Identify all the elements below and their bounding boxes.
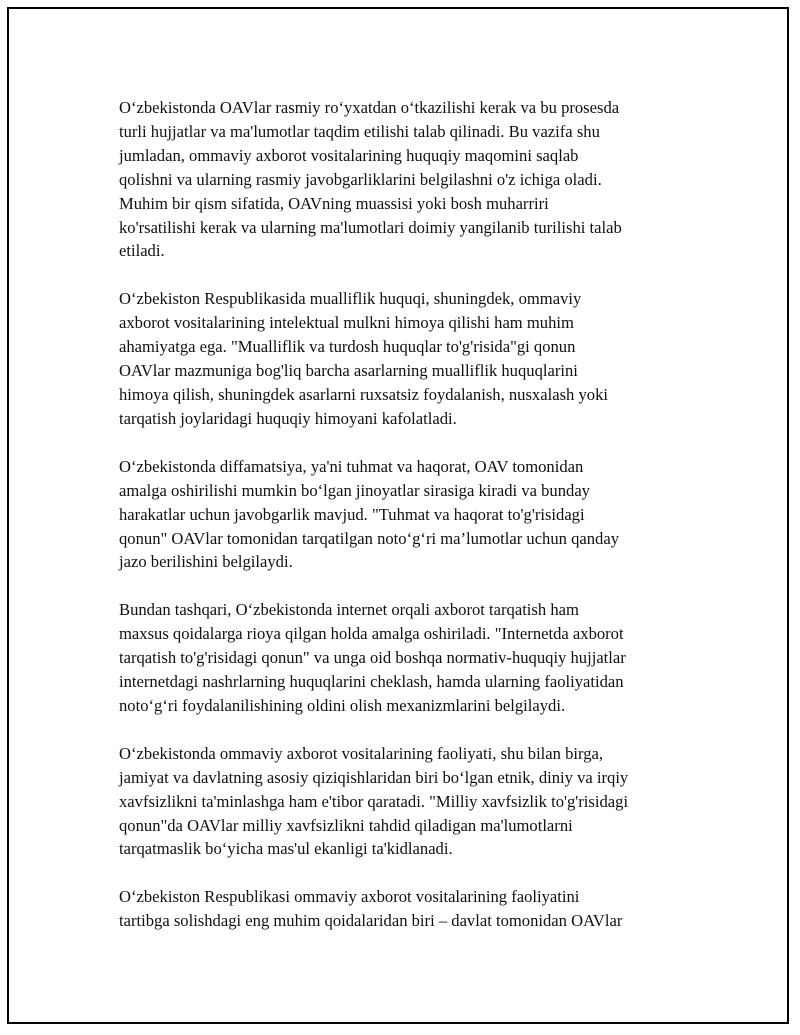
text-line: ahamiyatga ega. "Mualliflik va turdosh huquqlar to'g'risida"gi qonun — [119, 337, 576, 357]
text-line: Bundan tashqari, O‘zbekistonda internet orqali axborot tarqatish ham — [119, 600, 579, 620]
paragraph-regulation — [119, 885, 694, 933]
text-line: O‘zbekistonda ommaviy axborot vositalarining faoliyati, shu bilan birga, — [119, 743, 604, 763]
paragraph-internet — [119, 598, 694, 718]
document-page — [7, 7, 789, 1024]
text-line: amalga oshirilishi mumkin bo‘lgan jinoyatlar sirasiga kiradi va bunday — [119, 480, 590, 500]
text-line: O‘zbekiston Respublikasi ommaviy axborot vositalarining faoliyatini — [119, 887, 580, 907]
text-line: tartibga solishdagi eng muhim qoidalaridan biri – davlat tomonidan OAVlar — [119, 911, 623, 931]
text-line: O‘zbekistonda OAVlar rasmiy ro‘yxatdan o‘tkazilishi kerak va bu prosesda — [119, 98, 620, 117]
text-line: turli hujjatlar va ma'lumotlar taqdim etilishi talab qilinadi. Bu vazifa shu — [119, 121, 600, 141]
text-line: O‘zbekistonda diffamatsiya, ya'ni tuhmat va haqorat, OAV tomonidan — [119, 456, 584, 476]
text-line: internetdagi nashrlarning huquqlarini cheklash, hamda ularning faoliyatidan — [119, 672, 624, 692]
text-line: harakatlar uchun javobgarlik mavjud. "Tuhmat va haqorat to'g'risidagi — [119, 504, 585, 524]
text-line: OAVlar mazmuniga bog'liq barcha asarlarning mualliflik huquqlarini — [119, 361, 578, 381]
paragraph-copyright — [119, 287, 694, 430]
text-line: tarqatmaslik bo‘yicha mas'ul ekanligi ta'kidlanadi. — [119, 839, 453, 859]
text-line: tarqatish joylaridagi huquqiy himoyani kafolatladi. — [119, 408, 457, 428]
text-line: maxsus qoidalarga rioya qilgan holda amalga oshiriladi. "Internetda axborot — [119, 624, 624, 644]
text-line: tarqatish to'g'risidagi qonun" va unga oid boshqa normativ-huquqiy hujjatlar — [119, 648, 626, 668]
text-line: qolishni va ularning rasmiy javobgarliklarini belgilashni o'z ichiga oladi. — [119, 169, 602, 189]
text-line: Muhim bir qism sifatida, OAVning muassisi yoki bosh muharriri — [119, 193, 549, 213]
text-line: jamiyat va davlatning asosiy qiziqishlaridan biri bo‘lgan etnik, diniy va irqiy — [119, 767, 629, 787]
text-line: etiladi. — [119, 241, 165, 261]
text-line: O‘zbekiston Respublikasida mualliflik huquqi, shuningdek, ommaviy — [119, 289, 582, 309]
text-line: jumladan, ommaviy axborot vositalarining huquqiy maqomini saqlab — [119, 145, 579, 165]
paragraph-defamation — [119, 455, 694, 575]
text-line: xavfsizlikni ta'minlashga ham e'tibor qaratadi. "Milliy xavfsizlik to'g'risidagi — [119, 791, 629, 811]
text-line: axborot vositalarining intelektual mulkni himoya qilishi ham muhim — [119, 313, 574, 333]
paragraph-security — [119, 742, 694, 862]
text-line: jazo berilishini belgilaydi. — [119, 552, 293, 572]
paragraph-registration — [119, 96, 694, 263]
text-line: himoya qilish, shuningdek asarlarni ruxsatsiz foydalanish, nusxalash yoki — [119, 384, 608, 404]
text-line: noto‘g‘ri foydalanilishining oldini olish mexanizmlarini belgilaydi. — [119, 695, 566, 715]
text-line: qonun"da OAVlar milliy xavfsizlikni tahdid qiladigan ma'lumotlarni — [119, 815, 573, 835]
text-line: qonun" OAVlar tomonidan tarqatilgan noto‘g‘ri ma’lumotlar uchun qanday — [119, 528, 620, 548]
text-line: ko'rsatilishi kerak va ularning ma'lumotlari doimiy yangilanib turilishi talab — [119, 217, 622, 237]
document-body — [119, 96, 694, 957]
